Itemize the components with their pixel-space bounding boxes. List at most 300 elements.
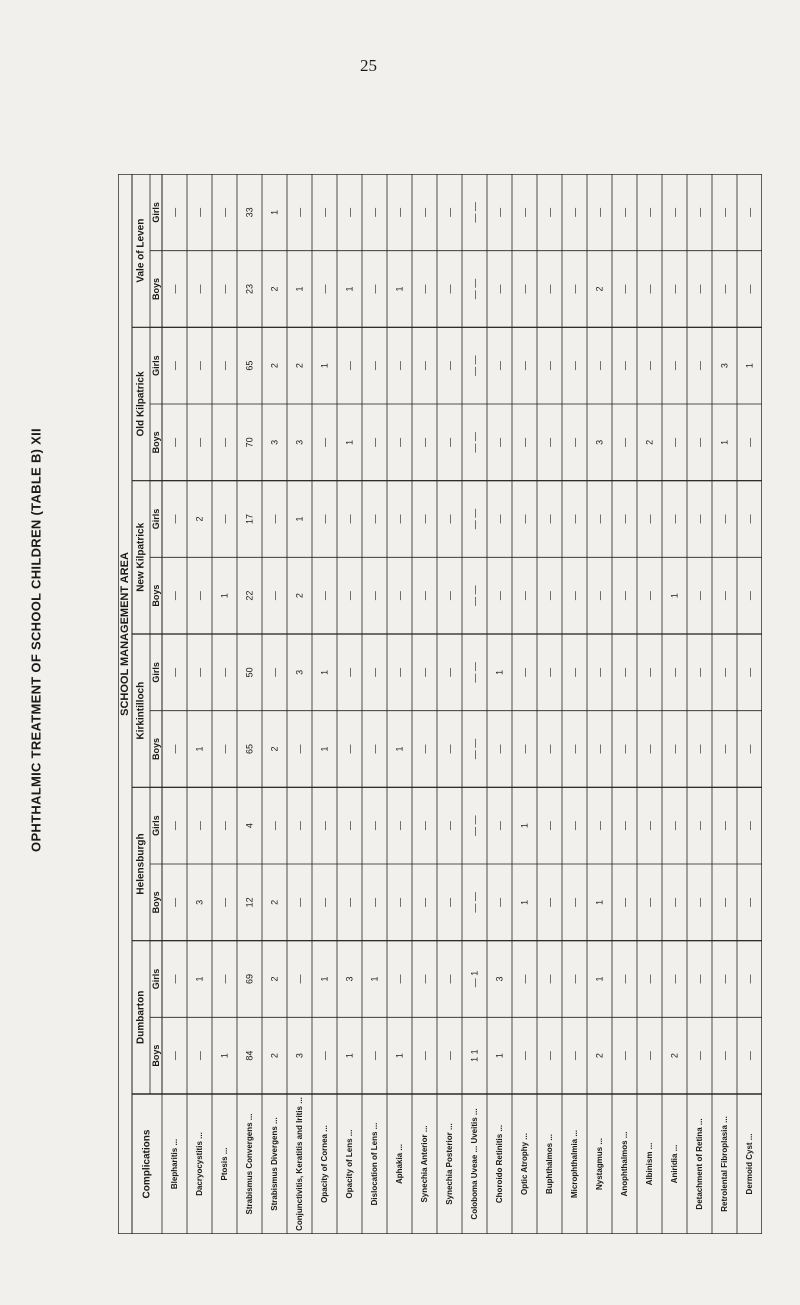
complication-label: Dacryocystitis ... (195, 1132, 204, 1196)
cell-value: — (344, 361, 355, 371)
sex-label-boys: Boys (151, 584, 161, 607)
cell-value: 1 (344, 439, 355, 445)
cell-value: — (444, 744, 455, 754)
cell-value: 3 (269, 439, 280, 445)
cell-value: 1 (494, 1053, 505, 1059)
cell-value: 3 (194, 899, 205, 905)
cell-value: 4 (244, 823, 255, 829)
cell-value: — (269, 591, 280, 601)
sex-label-girls: Girls (151, 508, 161, 530)
cell-value: 65 (244, 743, 255, 755)
cell-value: — (719, 821, 730, 831)
cell-value: — (719, 514, 730, 524)
cell-value: — (394, 361, 405, 371)
cell-value: 33 (244, 207, 255, 218)
cell-value: 1 (194, 746, 205, 752)
cell-value: 1 (394, 1053, 405, 1059)
cell-value: — (169, 1051, 180, 1061)
cell-value: — (319, 437, 330, 447)
cell-value: — (694, 284, 705, 294)
cell-value: 2 (269, 899, 280, 905)
complication-label: Coloboma Uveae ... Uveitis ... (470, 1108, 479, 1220)
cell-value: — (694, 207, 705, 217)
cell-value: — (219, 821, 230, 831)
cell-value: — (344, 591, 355, 601)
cell-value: — (644, 514, 655, 524)
cell-value: 69 (244, 973, 255, 985)
cell-value: — — (469, 738, 480, 760)
cell-value: — (169, 284, 180, 294)
cell-value: — (319, 897, 330, 907)
cell-value: 1 (519, 823, 530, 829)
complication-label: Opacity of Lens ... (345, 1129, 354, 1199)
cell-value: — (644, 207, 655, 217)
complication-label: Choroido Retinitis ... (495, 1124, 504, 1204)
complication-label: Dislocation of Lens ... (370, 1122, 379, 1206)
cell-value: — (169, 744, 180, 754)
cell-value: — (419, 974, 430, 984)
cell-value: — (694, 897, 705, 907)
complication-label: Strabismus Divergens ... (270, 1117, 279, 1211)
complication-label: Strabismus Convergens ... (245, 1113, 254, 1215)
cell-value: — (194, 437, 205, 447)
complication-label: Albinism ... (645, 1142, 654, 1186)
cell-value: — (219, 897, 230, 907)
cell-value: — (369, 361, 380, 371)
cell-value: 1 (294, 516, 305, 522)
cell-value: — (369, 897, 380, 907)
cell-value: 2 (594, 1053, 605, 1059)
cell-value: 1 (319, 746, 330, 752)
cell-value: 65 (244, 360, 255, 371)
cell-value: — (544, 437, 555, 447)
cell-value: — (619, 821, 630, 831)
cell-value: — (719, 284, 730, 294)
cell-value: — (194, 1051, 205, 1061)
cell-value: — (569, 821, 580, 831)
cell-value: — (419, 667, 430, 677)
cell-value: — (494, 821, 505, 831)
cell-value: — (169, 437, 180, 447)
cell-value: — (644, 744, 655, 754)
cell-value: — (444, 897, 455, 907)
cell-value: — (169, 207, 180, 217)
cell-value: — (419, 744, 430, 754)
cell-value: — (419, 591, 430, 601)
cell-value: 22 (244, 590, 255, 601)
cell-value: — — (469, 662, 480, 683)
cell-value: — (294, 974, 305, 984)
cell-value: — (369, 437, 380, 447)
cell-value: — (594, 361, 605, 371)
cell-value: 3 (294, 439, 305, 445)
cell-value: — (319, 207, 330, 217)
cell-value: — (369, 744, 380, 754)
cell-value: — (544, 514, 555, 524)
sex-label-boys: Boys (151, 1044, 161, 1067)
cell-value: 2 (269, 976, 280, 982)
cell-value: — (694, 744, 705, 754)
cell-value: — (694, 821, 705, 831)
complication-label: Retrolental Fibroplasia ... (720, 1116, 729, 1212)
cell-value: — 1 (469, 970, 480, 988)
cell-value: — (344, 821, 355, 831)
cell-value: — (569, 207, 580, 217)
cell-value: — (744, 591, 755, 601)
cell-value: — (369, 207, 380, 217)
area-name-kirkintilloch: Kirkintilloch (135, 681, 147, 740)
sex-label-boys: Boys (151, 737, 161, 761)
complication-label: Buphthalmos ... (545, 1134, 554, 1194)
cell-value: — (444, 284, 455, 294)
cell-value: — — (469, 892, 480, 913)
cell-value: — (394, 207, 405, 217)
cell-value: — (694, 974, 705, 984)
cell-value: — (519, 207, 530, 217)
cell-value: — (344, 897, 355, 907)
sex-label-girls: Girls (151, 662, 161, 683)
cell-value: — (644, 284, 655, 294)
cell-value: — (544, 667, 555, 677)
cell-value: — (719, 744, 730, 754)
cell-value: 17 (244, 513, 255, 525)
cell-value: — (744, 897, 755, 907)
cell-value: 1 (519, 899, 530, 905)
cell-value: — (419, 1051, 430, 1061)
cell-value: 1 (344, 1053, 355, 1059)
cell-value: — (669, 667, 680, 677)
area-name-old-kilpatrick: Old Kilpatrick (135, 371, 147, 437)
cell-value: — (544, 974, 555, 984)
cell-value: — (669, 744, 680, 754)
cell-value: — (519, 667, 530, 677)
cell-value: 1 (194, 976, 205, 982)
cell-value: 3 (344, 976, 355, 982)
cell-value: — (569, 897, 580, 907)
cell-value: — (194, 361, 205, 371)
cell-value: — (519, 974, 530, 984)
cell-value: — (169, 897, 180, 907)
cell-value: 1 1 (469, 1049, 480, 1062)
area-name-helensburgh: Helensburgh (135, 833, 147, 895)
cell-value: 12 (244, 897, 255, 908)
cell-value: — (694, 1051, 705, 1061)
cell-value: — (394, 821, 405, 831)
complications-header: Complications (141, 1129, 153, 1199)
cell-value: — (194, 821, 205, 831)
cell-value: — (544, 591, 555, 601)
cell-value: — (494, 591, 505, 601)
cell-value: — (744, 514, 755, 524)
complication-label: Anophthalmos ... (620, 1131, 629, 1197)
complication-label: Dermoid Cyst ... (745, 1133, 754, 1195)
cell-value: 1 (369, 976, 380, 982)
cell-value: — (494, 897, 505, 907)
cell-value: — (694, 361, 705, 371)
complication-label: Optic Atrophy ... (520, 1133, 529, 1195)
sex-label-boys: Boys (151, 277, 161, 301)
cell-value: — (319, 1051, 330, 1061)
cell-value: — (494, 284, 505, 294)
cell-value: — (519, 437, 530, 447)
cell-value: 1 (219, 593, 230, 599)
area-name-dumbarton: Dumbarton (135, 990, 147, 1045)
cell-value: — (344, 207, 355, 217)
cell-value: 2 (269, 1053, 280, 1059)
cell-value: — (669, 437, 680, 447)
page-number: 25 (360, 56, 377, 75)
cell-value: 1 (494, 669, 505, 675)
cell-value: — (219, 361, 230, 371)
cell-value: — (319, 821, 330, 831)
cell-value: — (219, 974, 230, 984)
cell-value: — (544, 897, 555, 907)
complication-label: Aphakia ... (395, 1143, 404, 1185)
cell-value: — (494, 207, 505, 217)
banner-title: SCHOOL MANAGEMENT AREA (119, 552, 131, 716)
cell-value: — (319, 514, 330, 524)
cell-value: — (619, 207, 630, 217)
cell-value: — (619, 284, 630, 294)
cell-value: — (719, 974, 730, 984)
cell-value: — (569, 974, 580, 984)
cell-value: 1 (394, 746, 405, 752)
cell-value: — (369, 667, 380, 677)
cell-value: — (169, 974, 180, 984)
cell-value: — (519, 284, 530, 294)
cell-value: — (594, 667, 605, 677)
cell-value: — (644, 897, 655, 907)
cell-value: — (194, 667, 205, 677)
cell-value: — (369, 591, 380, 601)
cell-value: — (394, 437, 405, 447)
cell-value: — (169, 821, 180, 831)
cell-value: — (619, 514, 630, 524)
cell-value: 1 (719, 439, 730, 445)
cell-value: — (519, 744, 530, 754)
cell-value: — (569, 284, 580, 294)
cell-value: — (744, 437, 755, 447)
cell-value: — (319, 284, 330, 294)
cell-value: — (744, 744, 755, 754)
cell-value: — (444, 514, 455, 524)
cell-value: 1 (319, 976, 330, 982)
cell-value: — (569, 514, 580, 524)
cell-value: — (419, 207, 430, 217)
cell-value: — (419, 897, 430, 907)
cell-value: — (194, 207, 205, 217)
statistics-table (118, 174, 762, 1234)
cell-value: — (319, 591, 330, 601)
cell-value: 23 (244, 283, 255, 295)
cell-value: — (744, 821, 755, 831)
cell-value: — (519, 591, 530, 601)
cell-value: 1 (269, 209, 280, 215)
sex-label-boys: Boys (151, 891, 161, 914)
cell-value: — (169, 514, 180, 524)
cell-value: — (644, 361, 655, 371)
cell-value: — (669, 207, 680, 217)
cell-value: — (669, 974, 680, 984)
cell-value: — (219, 667, 230, 677)
cell-value: 1 (594, 976, 605, 982)
cell-value: 3 (494, 976, 505, 982)
cell-value: 2 (644, 439, 655, 445)
cell-value: — (194, 284, 205, 294)
cell-value: — (219, 514, 230, 524)
cell-value: — (594, 207, 605, 217)
cell-value: — (369, 284, 380, 294)
cell-value: 2 (269, 286, 280, 292)
cell-value: — (719, 667, 730, 677)
sex-label-girls: Girls (151, 815, 161, 836)
cell-value: — (594, 591, 605, 601)
cell-value: — (394, 591, 405, 601)
cell-value: — (344, 744, 355, 754)
cell-value: — (694, 514, 705, 524)
cell-value: — (369, 1051, 380, 1061)
cell-value: — (294, 744, 305, 754)
cell-value: — (369, 821, 380, 831)
cell-value: — (444, 437, 455, 447)
cell-value: — (744, 974, 755, 984)
cell-value: — (619, 361, 630, 371)
cell-value: — (569, 361, 580, 371)
cell-value: 1 (594, 899, 605, 905)
cell-value: — (444, 1051, 455, 1061)
cell-value: — (644, 591, 655, 601)
cell-value: 2 (669, 1053, 680, 1059)
cell-value: 1 (319, 363, 330, 369)
cell-value: — (644, 821, 655, 831)
cell-value: — (744, 1051, 755, 1061)
cell-value: — (294, 897, 305, 907)
cell-value: — (569, 591, 580, 601)
cell-value: 84 (244, 1050, 255, 1061)
cell-value: — (419, 514, 430, 524)
sex-label-girls: Girls (151, 968, 161, 990)
complication-label: Microphthalmia ... (570, 1129, 579, 1199)
cell-value: 3 (294, 1053, 305, 1059)
cell-value: — (344, 667, 355, 677)
area-name-new-kilpatrick: New Kilpatrick (135, 522, 147, 592)
cell-value: — (169, 361, 180, 371)
cell-value: — (444, 974, 455, 984)
cell-value: — (519, 1051, 530, 1061)
complication-label: Conjunctivitis, Keratitis and Iritis ... (295, 1097, 304, 1231)
cell-value: — (594, 821, 605, 831)
cell-value: 1 (394, 286, 405, 292)
sex-label-girls: Girls (151, 202, 161, 223)
cell-value: — (719, 207, 730, 217)
complication-label: Opacity of Cornea ... (320, 1125, 329, 1203)
cell-value: — (294, 207, 305, 217)
cell-value: 50 (244, 667, 255, 678)
cell-value: — (419, 284, 430, 294)
side-title: OPHTHALMIC TREATMENT OF SCHOOL CHILDREN (TABLE B) XII (28, 428, 44, 852)
cell-value: 1 (744, 363, 755, 369)
cell-value: — (394, 667, 405, 677)
cell-value: 1 (219, 1053, 230, 1059)
cell-value: — (594, 744, 605, 754)
cell-value: 2 (294, 593, 305, 599)
cell-value: — (394, 974, 405, 984)
cell-value: — (544, 361, 555, 371)
complication-label: Detachment of Retina ... (695, 1118, 704, 1210)
complication-label: Blepharitis ... (170, 1138, 179, 1190)
complication-label: Synechia Posterior ... (445, 1123, 454, 1205)
area-name-vale-of-leven: Vale of Leven (135, 218, 147, 283)
cell-value: — (719, 591, 730, 601)
cell-value: — (344, 514, 355, 524)
cell-value: — (619, 897, 630, 907)
cell-value: — (719, 1051, 730, 1061)
cell-value: 3 (294, 669, 305, 675)
cell-value: 2 (269, 746, 280, 752)
cell-value: — (719, 897, 730, 907)
cell-value: 2 (594, 286, 605, 292)
cell-value: 70 (244, 437, 255, 448)
cell-value: — (519, 514, 530, 524)
cell-value: — (269, 667, 280, 677)
cell-value: — (219, 437, 230, 447)
cell-value: — (494, 514, 505, 524)
cell-value: — (694, 437, 705, 447)
cell-value: — (569, 437, 580, 447)
cell-value: — (219, 284, 230, 294)
cell-value: — (644, 1051, 655, 1061)
cell-value: — (644, 974, 655, 984)
cell-value: — (544, 744, 555, 754)
cell-value: — (669, 514, 680, 524)
cell-value: — — (469, 508, 480, 530)
complication-label: Ptosis ... (220, 1147, 229, 1181)
cell-value: — (644, 667, 655, 677)
cell-value: — — (469, 432, 480, 453)
cell-value: 1 (294, 286, 305, 292)
cell-value: 3 (719, 363, 730, 369)
cell-value: — (444, 821, 455, 831)
cell-value: — (544, 1051, 555, 1061)
complication-label: Nystagmus ... (595, 1137, 604, 1191)
cell-value: 1 (344, 286, 355, 292)
cell-value: — — (469, 585, 480, 606)
cell-value: — (544, 284, 555, 294)
cell-value: — (419, 361, 430, 371)
cell-value: — (444, 591, 455, 601)
cell-value: — (494, 361, 505, 371)
cell-value: 1 (319, 669, 330, 675)
cell-value: — (494, 744, 505, 754)
complication-label: Aniridia ... (670, 1144, 679, 1184)
cell-value: — (569, 1051, 580, 1061)
cell-value: — (669, 361, 680, 371)
cell-value: — (619, 667, 630, 677)
cell-value: — (569, 667, 580, 677)
cell-value: — (444, 361, 455, 371)
cell-value: 3 (594, 439, 605, 445)
cell-value: — (544, 821, 555, 831)
cell-value: 2 (269, 363, 280, 369)
cell-value: — — (469, 278, 480, 300)
cell-value: — (669, 897, 680, 907)
cell-value: — (619, 437, 630, 447)
cell-value: — (744, 667, 755, 677)
cell-value: — (169, 591, 180, 601)
cell-value: — (394, 514, 405, 524)
cell-value: — — (469, 815, 480, 836)
cell-value: — (594, 514, 605, 524)
